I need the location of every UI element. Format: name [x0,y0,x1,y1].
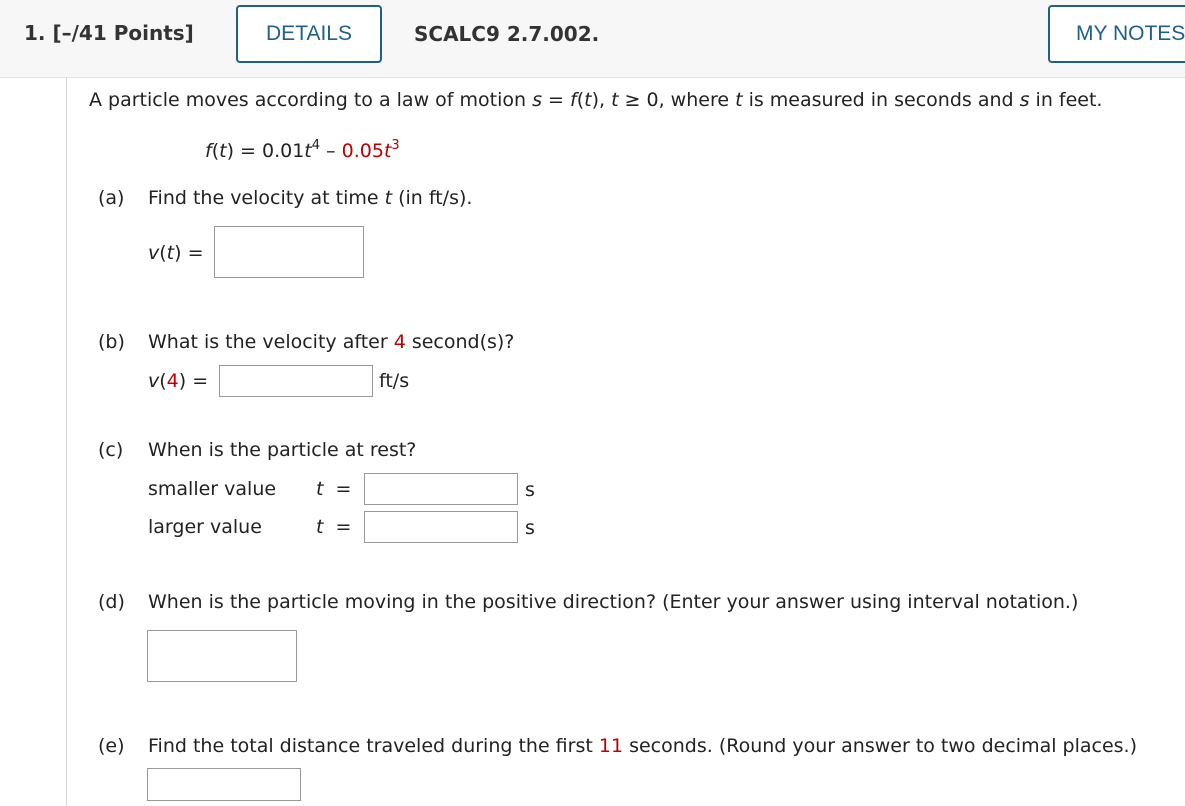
problem-intro: A particle moves according to a law of motion s = f(t), t ≥ 0, where t is measured in seconds and s in feet. [89,89,1103,111]
points-label: [–/41 Points] [52,21,194,45]
part-e-label: (e) [98,735,125,757]
question-number: 1. [–/41 Points] [24,21,194,45]
details-button[interactable]: DETAILS [236,5,382,63]
total-distance-input[interactable] [147,768,301,801]
velocity-function-input[interactable] [214,226,364,278]
part-b-answer-label: v(4) = [148,370,209,392]
rest-larger-value-input[interactable] [364,511,518,543]
part-a-label: (a) [98,187,125,209]
rest-smaller-value-input[interactable] [364,473,518,505]
part-b-unit: ft/s [379,370,410,392]
part-c-question: When is the particle at rest? [148,439,417,461]
part-e-question: Find the total distance traveled during the first 11 seconds. (Round your answer to two decimal places.) [148,735,1138,757]
my-notes-button[interactable]: MY NOTES [1048,5,1185,63]
larger-value-unit: s [525,517,535,539]
question-header [0,0,1185,78]
smaller-t-equals: t = [316,478,352,500]
part-c-label: (c) [98,439,124,461]
smaller-value-unit: s [525,479,535,501]
velocity-at-4-input[interactable] [219,365,373,397]
positive-direction-input[interactable] [147,630,297,682]
position-equation: $f(t) = 0.01t^4 - 0.05t^3$ [205,137,400,162]
part-d-label: (d) [98,591,125,613]
part-d-question: When is the particle moving in the positive direction? (Enter your answer using interval notation.) [148,591,1079,613]
larger-value-label: larger value [148,516,262,538]
smaller-value-label: smaller value [148,478,277,500]
question-code: SCALC9 2.7.002. [414,22,600,46]
larger-t-equals: t = [316,516,352,538]
part-b-label: (b) [98,331,125,353]
part-b-question: What is the velocity after 4 second(s)? [148,331,515,353]
part-a-question: Find the velocity at time t (in ft/s). [148,187,473,209]
part-a-answer-label: v(t) = [148,242,204,264]
